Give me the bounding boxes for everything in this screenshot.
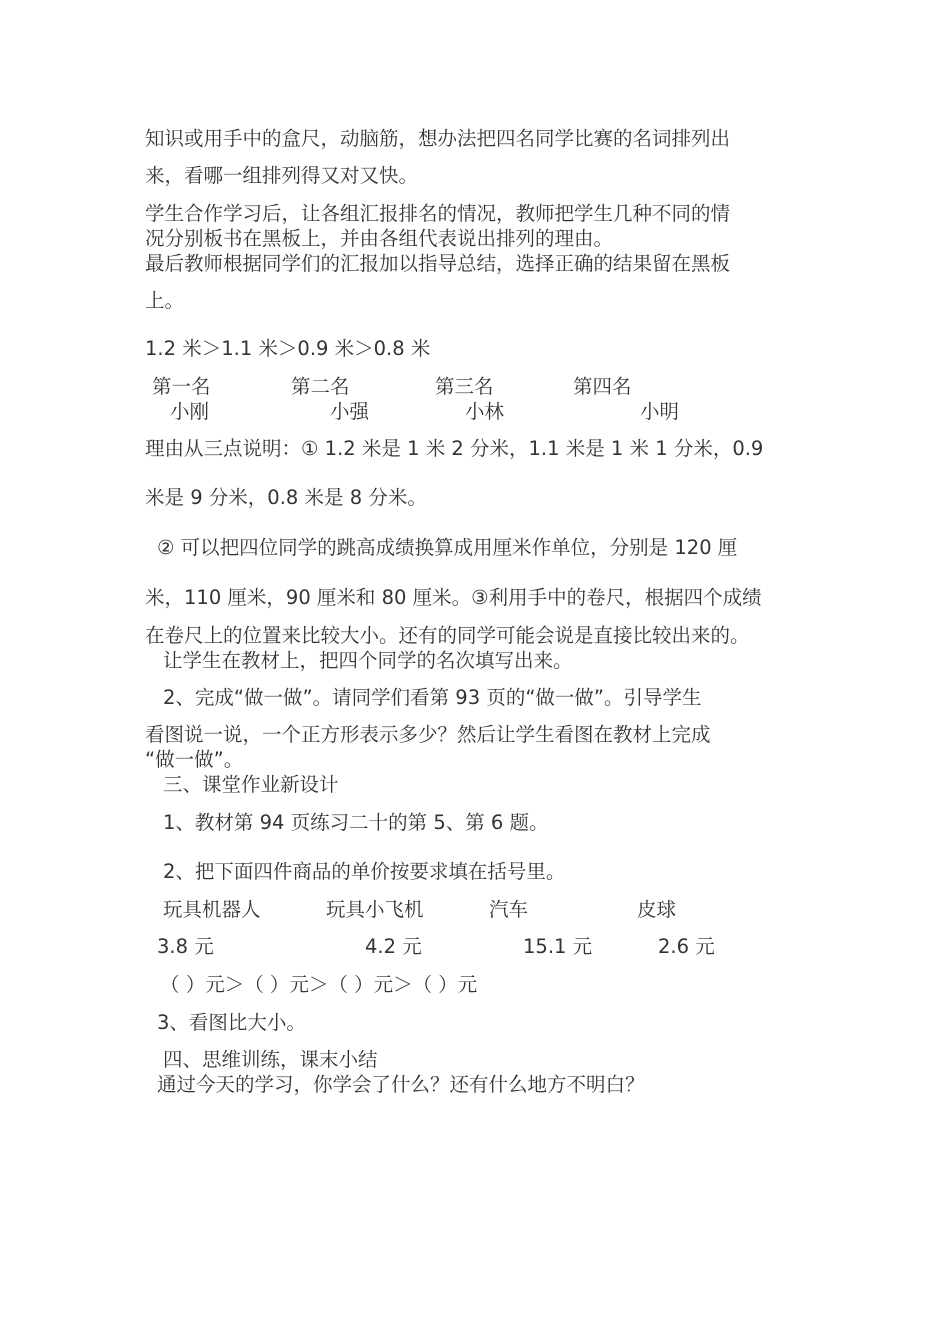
blank-line: （ ）元＞（ ）元＞（ ）元＞（ ）元	[160, 973, 478, 996]
text-line: “做一做”。	[145, 748, 244, 771]
text-line: 米，110 厘米，90 厘米和 80 厘米。③利用手中的卷尺，根据四个成绩	[145, 586, 762, 609]
rank-name: 小明	[640, 400, 680, 423]
text-line: ② 可以把四位同学的跳高成绩换算成用厘米作单位，分别是 120 厘	[157, 536, 738, 559]
rank-label: 第四名	[573, 375, 632, 398]
item-name: 玩具小飞机	[326, 898, 424, 921]
text-line: 2、把下面四件商品的单价按要求填在括号里。	[163, 860, 566, 883]
rank-name: 小刚	[170, 400, 210, 423]
text-line: 2、完成“做一做”。请同学们看第 93 页的“做一做”。引导学生	[163, 686, 702, 709]
rank-label: 第三名	[435, 375, 494, 398]
text-line: 来，看哪一组排列得又对又快。	[145, 164, 419, 187]
text-line: 米是 9 分米，0.8 米是 8 分米。	[145, 486, 427, 509]
text-line: 1、教材第 94 页练习二十的第 5、第 6 题。	[163, 811, 549, 834]
text-line: 让学生在教材上，把四个同学的名次填写出来。	[163, 649, 573, 672]
item-name: 汽车	[489, 898, 529, 921]
item-name: 玩具机器人	[163, 898, 261, 921]
section-heading: 三、课堂作业新设计	[163, 773, 339, 796]
text-line: 最后教师根据同学们的汇报加以指导总结，选择正确的结果留在黑板	[145, 252, 731, 275]
text-line: 看图说一说，一个正方形表示多少？然后让学生看图在教材上完成	[145, 723, 711, 746]
rank-name: 小强	[330, 400, 370, 423]
text-line: 上。	[145, 289, 185, 312]
item-price: 2.6 元	[658, 935, 715, 958]
item-price: 15.1 元	[523, 935, 593, 958]
rank-label: 第二名	[291, 375, 350, 398]
text-line: 况分别板书在黑板上，并由各组代表说出排列的理由。	[145, 227, 614, 250]
section-heading: 四、思维训练，课末小结	[163, 1048, 378, 1071]
item-name: 皮球	[637, 898, 677, 921]
text-line: 理由从三点说明：① 1.2 米是 1 米 2 分米，1.1 米是 1 米 1 分米，0.9	[145, 437, 764, 460]
text-line: 知识或用手中的盒尺，动脑筋，想办法把四名同学比赛的名词排列出	[145, 127, 731, 150]
item-price: 3.8 元	[157, 935, 214, 958]
text-line: 通过今天的学习，你学会了什么？还有什么地方不明白？	[157, 1073, 645, 1096]
text-line: 在卷尺上的位置来比较大小。还有的同学可能会说是直接比较出来的。	[145, 624, 750, 647]
rank-name: 小林	[465, 400, 505, 423]
text-line: 3、看图比大小。	[157, 1011, 306, 1034]
rank-label: 第一名	[152, 375, 211, 398]
comparison-line: 1.2 米＞1.1 米＞0.9 米＞0.8 米	[145, 337, 431, 360]
item-price: 4.2 元	[365, 935, 422, 958]
text-line: 学生合作学习后，让各组汇报排名的情况，教师把学生几种不同的情	[145, 202, 731, 225]
